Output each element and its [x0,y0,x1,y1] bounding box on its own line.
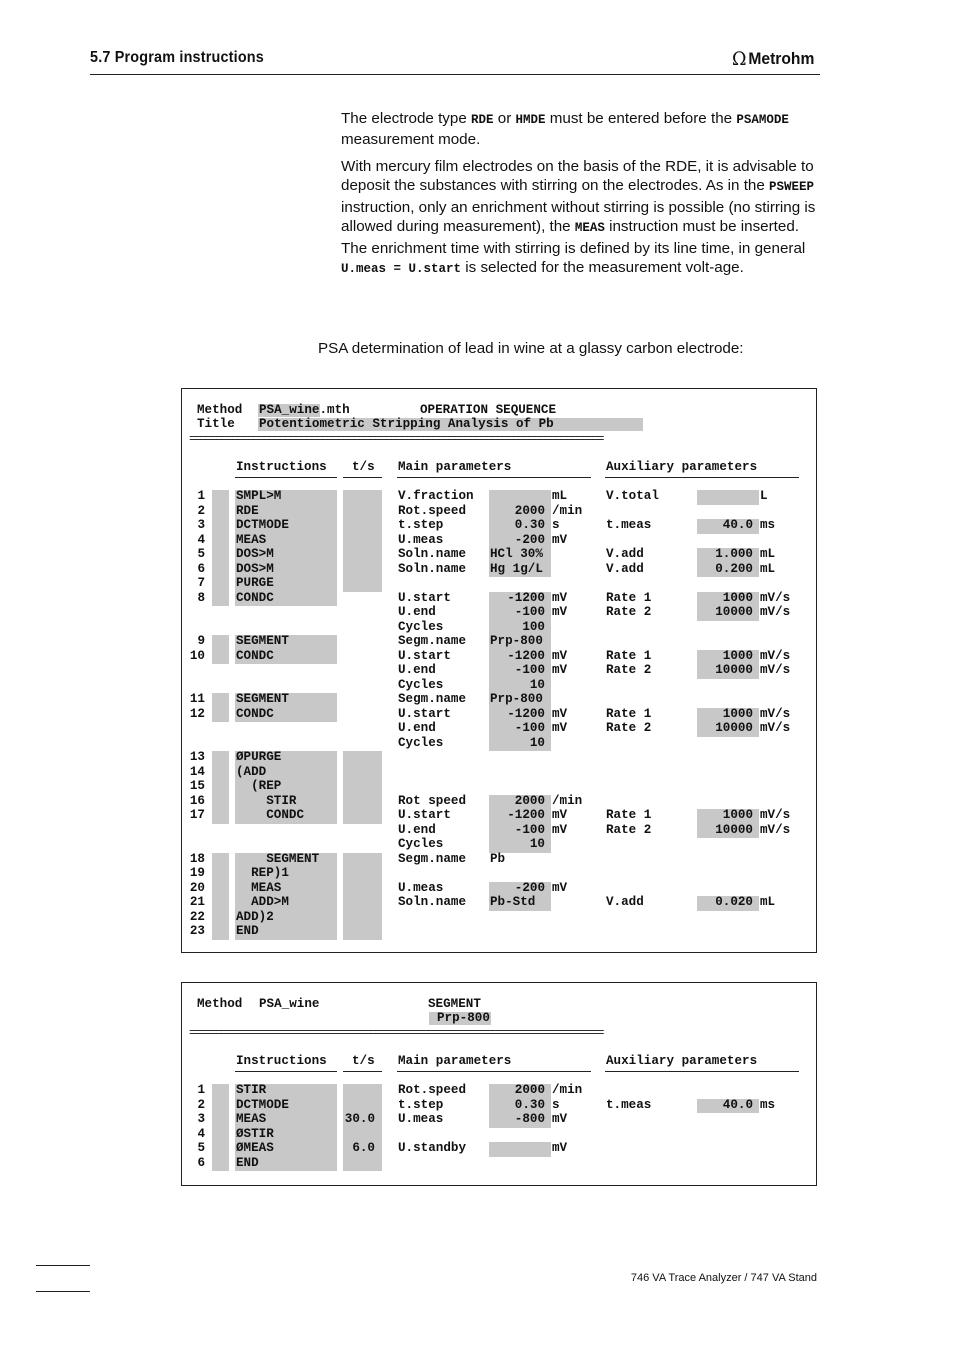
col-instructions: Instructions [236,1054,327,1068]
instruction: MEAS [236,880,282,895]
section-title: SEGMENT [428,997,481,1011]
line-number: 20 [189,880,205,895]
main-param-value: Hg 1g/L [490,561,543,576]
main-param-name: Soln.name [398,547,467,561]
main-param-value: Prp-800 [490,692,543,706]
instruction: STIR [236,793,297,808]
ts-value: 6.0 [352,1141,375,1155]
main-param-name: Segm.name [398,851,467,866]
line-number: 17 [189,808,205,822]
aux-param-value: 0.020 [715,895,753,909]
main-param-name: U.meas [398,532,444,547]
aux-param-unit: ms [760,518,776,532]
aux-param-value: 1.000 [715,547,753,561]
main-param-name: t.step [398,518,444,532]
main-param-value: 10 [529,735,545,750]
aux-param-value: 1000 [722,808,753,822]
instruction: DCTMODE [236,518,289,532]
main-param-name: Rot speed [398,793,467,808]
instruction: SEGMENT [236,634,289,648]
aux-param-name: Rate 2 [606,605,652,619]
underline-aux [605,477,799,478]
main-param-value: -1200 [507,590,545,605]
main-param-value: -100 [514,605,545,619]
aux-param-unit: mL [760,561,776,576]
aux-param-unit: mV/s [760,648,791,663]
aux-param-name: Rate 2 [606,721,652,735]
main-param-value: -100 [514,663,545,677]
main-param-unit: mV [552,605,568,619]
aux-param-unit: mL [760,895,776,909]
instruction-marker-highlight [212,693,229,722]
line-number: 13 [189,750,205,764]
code-span: RDE [471,113,494,127]
aux-value-highlight [697,490,759,505]
col-main: Main parameters [398,1054,512,1068]
line-number: 14 [189,764,205,779]
main-param-unit: mV [552,663,568,677]
instruction: RDE [236,503,259,518]
aux-param-name: V.total [606,489,659,503]
instruction-marker-highlight [212,1084,229,1171]
ts-highlight [343,1084,382,1171]
text-span: With mercury film electrodes on the basis of the RDE, it is advisable to deposit the substances with stirring on the electrodes. As in the [341,158,814,195]
main-param-value: Pb [490,851,506,866]
underline-ts [343,477,382,478]
text-span: or [493,110,516,127]
line-number: 2 [197,503,205,518]
code-span: PSWEEP [769,180,815,195]
instruction: END [236,1155,259,1170]
line-number: 3 [197,518,205,532]
aux-param-unit: mV/s [760,605,791,619]
instruction: SEGMENT [236,851,320,866]
main-param-name: Cycles [398,837,444,851]
underline-main [397,1071,591,1072]
line-number: 6 [197,1155,205,1170]
instruction: REP)1 [236,866,289,880]
footer-rule-top [36,1265,90,1266]
instruction: STIR [236,1083,267,1097]
aux-param-value: 0.200 [715,561,753,576]
aux-param-value: 40.0 [722,1097,753,1112]
main-param-value: -200 [514,880,545,895]
main-param-value: Pb-Std [490,895,536,909]
aux-param-value: 10000 [715,822,753,837]
aux-param-value: 1000 [722,590,753,605]
main-value-highlight [489,1142,551,1157]
instruction: CONDC [236,590,274,605]
figure-caption: PSA determination of lead in wine at a glassy carbon electrode: [318,340,744,357]
line-number: 4 [197,1126,205,1141]
col-aux: Auxiliary parameters [606,460,758,474]
instruction: CONDC [236,706,274,721]
main-param-value: -1200 [507,648,545,663]
line-number: 19 [189,866,205,880]
aux-param-name: Rate 1 [606,706,652,721]
segment-name: Prp-800 [437,1011,490,1025]
title-label: Title [197,417,235,431]
line-number: 5 [197,547,205,561]
header-rule [90,74,820,75]
code-span: MEAS [574,221,605,236]
line-number: 15 [189,779,205,793]
main-param-value: 0.30 [514,518,545,532]
col-ts: t/s [352,1054,375,1068]
main-param-unit: mV [552,590,568,605]
omega-logo-icon: Ω [732,48,747,70]
aux-param-name: Rate 2 [606,822,652,837]
ts-highlight [343,853,382,940]
main-param-name: U.start [398,808,451,822]
aux-param-name: V.add [606,561,644,576]
main-param-unit: mV [552,648,568,663]
main-param-name: U.end [398,721,436,735]
underline-instructions [235,477,337,478]
main-param-name: Soln.name [398,561,467,576]
main-param-unit: mV [552,1112,568,1126]
aux-param-value: 1000 [722,648,753,663]
main-param-value: 2000 [514,503,545,518]
line-number: 5 [197,1141,205,1155]
ts-highlight [343,751,382,824]
footer-product: 746 VA Trace Analyzer / 747 VA Stand [630,1272,817,1284]
instruction: (REP [236,779,282,793]
paragraph-mercury-film [341,157,823,288]
main-param-unit: mV [552,822,568,837]
main-param-unit: s [552,518,560,532]
ts-value: 30.0 [344,1112,375,1126]
instruction: CONDC [236,648,274,663]
main-param-name: Rot.speed [398,1083,467,1097]
main-param-value: HCl 30% [490,547,543,561]
text-span: instruction must be inserted. The enrichment time with stirring is defined by its line time, in general [341,218,806,257]
instruction: (ADD [236,764,267,779]
line-number: 22 [189,909,205,924]
aux-param-name: Rate 2 [606,663,652,677]
instruction-marker-highlight [212,490,229,606]
method-value: PSA_wine.mth [259,403,350,417]
main-param-value: 2000 [514,1083,545,1097]
logo-text: Metrohm [748,49,815,68]
main-param-value: -1200 [507,706,545,721]
section-title: 5.7 Program instructions [90,49,264,66]
instruction-marker-highlight [212,853,229,940]
main-param-value: Prp-800 [490,634,543,648]
main-param-unit: mV [552,880,568,895]
line-number: 4 [197,532,205,547]
instruction: ØMEAS [236,1141,274,1155]
underline-ts [343,1071,382,1072]
main-param-value: -100 [514,822,545,837]
main-param-name: U.start [398,648,451,663]
main-param-name: U.start [398,706,451,721]
method-value: PSA_wine [259,997,320,1011]
method-label: Method [197,997,243,1011]
main-param-name: Cycles [398,677,444,692]
main-param-value: -1200 [507,808,545,822]
main-param-name: Cycles [398,619,444,634]
line-number: 11 [189,692,205,706]
text-span: measurement mode. [341,131,481,149]
aux-param-unit: ms [760,1097,776,1112]
main-param-unit: mL [552,489,568,503]
ts-highlight [343,490,382,592]
aux-param-value: 10000 [715,663,753,677]
main-param-name: U.end [398,822,436,837]
section-title: OPERATION SEQUENCE [420,403,557,417]
line-number: 8 [197,590,205,605]
paragraph-electrode-type [341,109,823,159]
method-label: Method [197,403,243,417]
main-param-value: 100 [522,619,545,634]
main-param-unit: mV [552,532,568,547]
aux-param-unit: mV/s [760,706,791,721]
double-separator: ============================================================================== [189,433,603,445]
line-number: 21 [189,895,205,909]
code-span: HMDE [515,113,546,127]
aux-param-name: t.meas [606,518,652,532]
aux-param-unit: L [760,489,768,503]
main-param-value: 10 [529,677,545,692]
aux-param-unit: mV/s [760,808,791,822]
instruction: CONDC [236,808,305,822]
aux-param-name: Rate 1 [606,590,652,605]
main-param-value: -200 [514,532,545,547]
text-span: instruction, only an enrichment without stirring is possible (no stirring is allowed during measurement), the [341,198,816,236]
col-ts: t/s [352,460,375,474]
line-number: 3 [197,1112,205,1126]
aux-param-name: Rate 1 [606,648,652,663]
instruction: MEAS [236,532,267,547]
main-param-unit: mV [552,706,568,721]
col-instructions: Instructions [236,460,327,474]
instruction: DCTMODE [236,1097,289,1112]
instruction: ØPURGE [236,750,282,764]
code-span: U.meas = U.start [341,262,462,277]
aux-param-name: t.meas [606,1097,652,1112]
main-param-unit: /min [552,1083,583,1097]
main-param-name: Soln.name [398,895,467,909]
main-param-value: -100 [514,721,545,735]
instruction: DOS>M [236,561,274,576]
main-param-value: 10 [529,837,545,851]
main-param-value: -800 [514,1112,545,1126]
instruction: ADD>M [236,895,289,909]
instruction: END [236,924,259,938]
main-param-unit: /min [552,793,583,808]
underline-main [397,477,591,478]
main-param-name: U.standby [398,1141,467,1155]
aux-param-name: V.add [606,547,644,561]
line-number: 9 [197,634,205,648]
main-param-name: U.end [398,663,436,677]
aux-param-value: 40.0 [722,518,753,532]
aux-param-value: 1000 [722,706,753,721]
main-param-value: 2000 [514,793,545,808]
underline-instructions [235,1071,337,1072]
instruction: ØSTIR [236,1126,274,1141]
main-param-name: Cycles [398,735,444,750]
main-param-unit: mV [552,1141,568,1155]
line-number: 12 [189,706,205,721]
line-number: 1 [197,1083,205,1097]
text-span: The electrode type [341,110,472,127]
main-param-unit: /min [552,503,583,518]
line-number: 18 [189,851,205,866]
main-param-name: Segm.name [398,634,467,648]
instruction: SEGMENT [236,692,289,706]
line-number: 2 [197,1097,205,1112]
main-param-unit: mV [552,808,568,822]
aux-param-unit: mV/s [760,721,791,735]
main-param-unit: s [552,1097,560,1112]
main-param-value: 0.30 [514,1097,545,1112]
main-param-name: U.meas [398,880,444,895]
main-param-name: Segm.name [398,692,467,706]
line-number: 7 [197,576,205,590]
aux-param-value: 10000 [715,721,753,735]
line-number: 6 [197,561,205,576]
metrohm-logo [732,48,814,70]
main-param-name: t.step [398,1097,444,1112]
main-param-name: U.meas [398,1112,444,1126]
instruction: DOS>M [236,547,274,561]
aux-param-unit: mV/s [760,822,791,837]
main-param-name: V.fraction [398,489,474,503]
aux-param-value: 10000 [715,605,753,619]
col-main: Main parameters [398,460,512,474]
line-number: 10 [189,648,205,663]
aux-param-name: V.add [606,895,644,909]
text-span: is selected for the measurement volt-age. [461,259,744,277]
underline-aux [605,1071,799,1072]
instruction: MEAS [236,1112,267,1126]
text-span: must be entered before the [545,110,737,127]
line-number: 16 [189,793,205,808]
main-param-name: U.end [398,605,436,619]
main-param-name: U.start [398,590,451,605]
main-param-name: Rot.speed [398,503,467,518]
instruction: PURGE [236,576,274,590]
instruction: SMPL>M [236,489,282,503]
aux-param-name: Rate 1 [606,808,652,822]
instruction-marker-highlight [212,751,229,824]
main-param-unit: mV [552,721,568,735]
double-separator: ============================================================================== [189,1027,603,1039]
line-number: 1 [197,489,205,503]
instruction-marker-highlight [212,635,229,664]
code-span: PSAMODE [736,113,789,127]
title-value: Potentiometric Stripping Analysis of Pb [259,417,554,431]
footer-rule-bottom [36,1291,90,1292]
aux-param-unit: mL [760,547,776,561]
aux-param-unit: mV/s [760,663,791,677]
aux-param-unit: mV/s [760,590,791,605]
instruction: ADD)2 [236,909,274,924]
line-number: 23 [189,924,205,938]
col-aux: Auxiliary parameters [606,1054,758,1068]
